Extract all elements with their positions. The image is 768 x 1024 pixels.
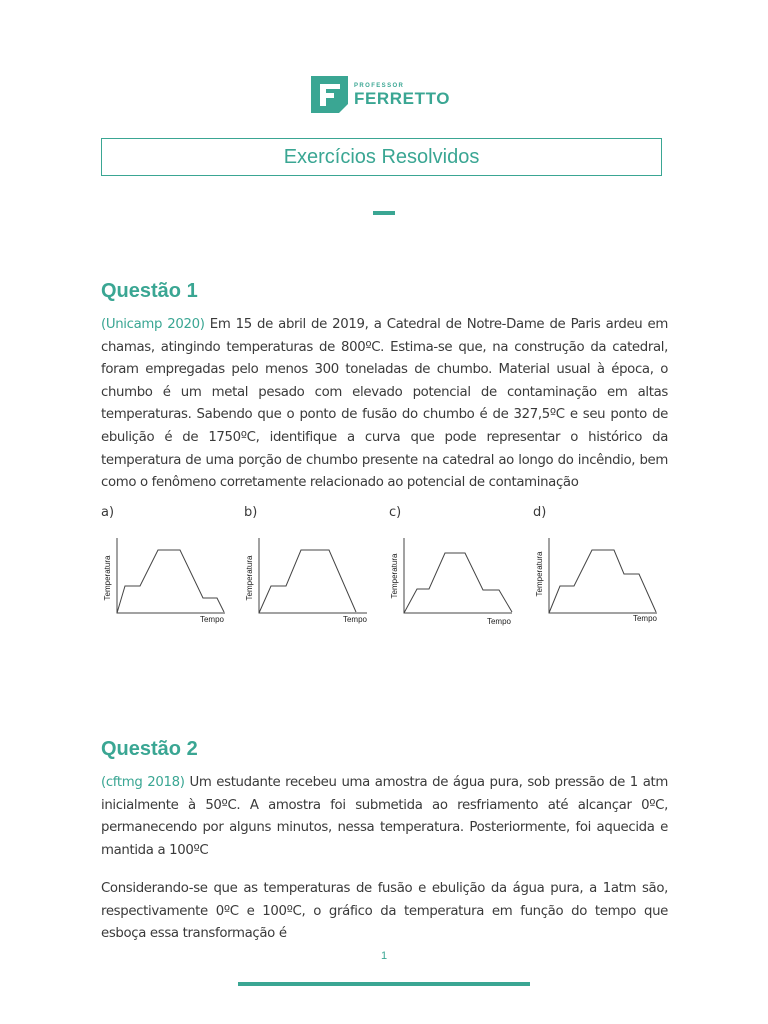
brand-small-text: PROFESSOR	[354, 82, 405, 89]
option-c-xlabel: Tempo	[486, 617, 512, 626]
question-1-text	[101, 314, 668, 495]
ferretto-logo-icon	[311, 76, 348, 113]
option-b-label: b)	[244, 505, 258, 520]
question-2-text-2: Considerando-se que as temperaturas de fusão e ebulição da água pura, a 1atm são, respectivamente 0ºC e 100ºC, o gráfico da temperatura em função do tempo que esboça essa transformação é	[101, 881, 668, 942]
question-1-body: Em 15 de abril de 2019, a Catedral de Notre-Dame de Paris ardeu em chamas, atingindo temperaturas de 800ºC. Estima-se que, na construção da catedral, foram empregadas pelo menos 300 toneladas de chumbo. Material usual à época, o chumbo é um metal pesado com elevado potencial de contaminação em altas temperaturas. Sabendo que o ponto de fusão do chumbo é de 327,5ºC e seu ponto de ebulição é de 1750ºC, identifique a curva que pode representar o histórico da temperatura de uma porção de chumbo presente na catedral ao longo do incêndio, bem como o fenômeno corretamente relacionado ao potencial de contaminação	[101, 317, 668, 491]
footer-bar	[238, 982, 530, 986]
option-d-ylabel: Temperatura	[535, 551, 544, 597]
question-2-source: (cftmg 2018)	[101, 775, 185, 790]
brand-name: FERRETTO	[354, 88, 451, 108]
option-d-graph	[532, 532, 662, 632]
question-1-source: (Unicamp 2020)	[101, 317, 205, 332]
page-number: 1	[380, 950, 388, 962]
option-d-xlabel: Tempo	[632, 614, 658, 623]
option-a-ylabel: Temperatura	[103, 555, 112, 601]
page-title: Exercícios Resolvidos	[101, 138, 662, 176]
option-b-xlabel: Tempo	[342, 615, 368, 624]
option-d-label: d)	[533, 505, 547, 520]
option-c-graph	[387, 532, 517, 632]
question-2-body: Um estudante recebeu uma amostra de água pura, sob pressão de 1 atm inicialmente à 50ºC. A amostra foi submetida ao resfriamento até alcançar 0ºC, permanecendo por alguns minutos, nessa temperatura. Posteriormente, foi aquecida e mantida a 100ºC	[101, 775, 668, 858]
option-c-ylabel: Temperatura	[390, 553, 399, 599]
question-2-title: Questão 2	[101, 738, 198, 760]
question-2-text	[101, 772, 668, 862]
option-b-graph	[241, 532, 371, 632]
option-c-label: c)	[389, 505, 402, 520]
brand-wordmark	[354, 83, 450, 107]
option-a-xlabel: Tempo	[199, 615, 225, 624]
option-a-label: a)	[101, 505, 115, 520]
option-a-graph	[100, 532, 230, 632]
question-1-title: Questão 1	[101, 280, 198, 302]
brand-logo	[311, 76, 450, 113]
option-b-ylabel: Temperatura	[245, 555, 254, 601]
title-divider	[373, 211, 395, 215]
